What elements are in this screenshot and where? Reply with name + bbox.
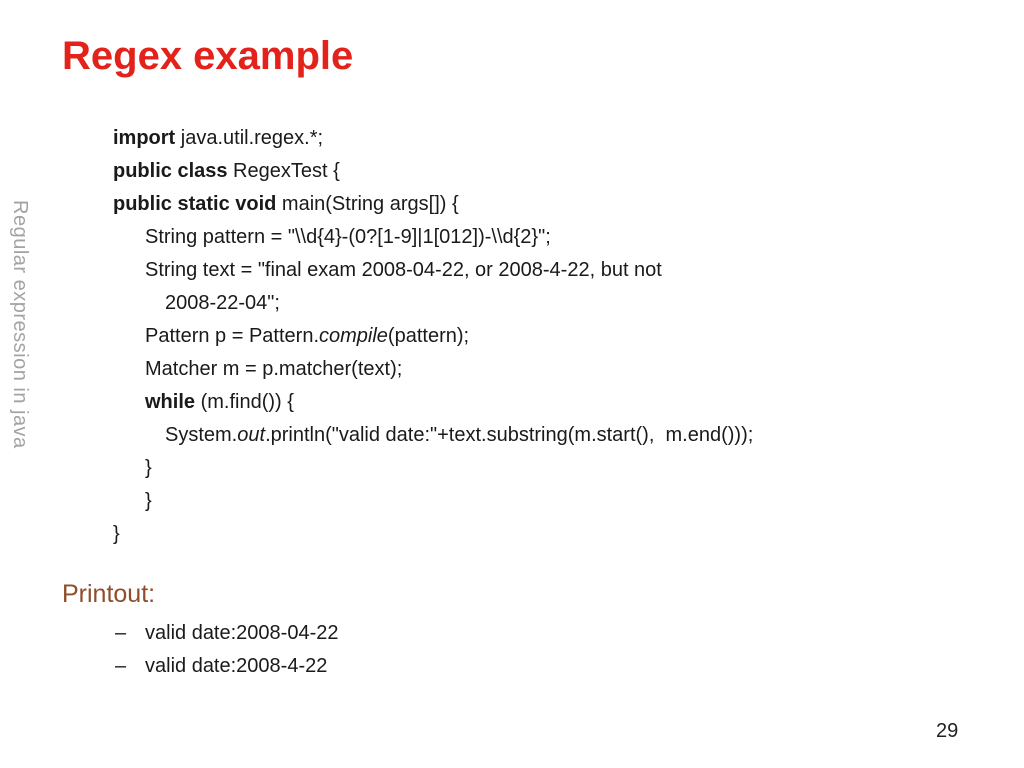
dash-bullet: – [115,655,127,677]
code-segment: while [145,391,196,413]
code-segment: java.util.regex.*; [175,127,324,149]
code-segment: System. [165,424,238,446]
code-line [113,353,753,386]
code-segment: Matcher m = p.matcher(text); [145,358,403,380]
code-line [113,386,753,419]
code-segment: compile [319,325,388,347]
code-segment: RegexTest { [227,160,340,182]
code-segment: String text = "final exam 2008-04-22, or 2008-4-22, but not [145,259,662,281]
code-segment: main(String args[]) { [276,193,459,215]
dash-bullet: – [115,622,127,644]
printout-item-text: valid date:2008-04-22 [145,622,339,644]
code-line [113,221,753,254]
code-segment: out [237,424,266,446]
sidebar-vertical-label: Regular expression in java [9,200,31,449]
code-line [113,122,753,155]
code-segment: String pattern = "\\d{4}-(0?[1-9]|1[012])-\\d{2}"; [145,226,551,248]
code-line [113,254,753,287]
printout-item [115,617,338,650]
code-segment: public static void [113,193,277,215]
code-segment: (m.find()) { [195,391,294,413]
code-line [113,419,753,452]
code-block [113,122,753,551]
code-line [113,485,753,518]
code-segment: (pattern); [387,325,470,347]
code-segment: public class [113,160,228,182]
printout-label: Printout: [62,580,156,608]
slide-title: Regex example [62,34,354,78]
code-segment: } [145,490,152,512]
code-segment: import [113,127,176,149]
code-segment: 2008-22-04"; [165,292,280,314]
printout-item [115,650,338,683]
printout-list [115,617,338,683]
code-segment: Pattern p = Pattern. [145,325,319,347]
page-number: 29 [936,720,959,742]
code-line [113,287,753,320]
code-line [113,155,753,188]
code-line [113,518,753,551]
code-segment: .println("valid date:"+text.substring(m.start(), m.end())); [265,424,754,446]
code-line [113,320,753,353]
code-segment: } [145,457,152,479]
code-segment: } [113,523,120,545]
code-line [113,188,753,221]
code-line [113,452,753,485]
printout-item-text: valid date:2008-4-22 [145,655,328,677]
